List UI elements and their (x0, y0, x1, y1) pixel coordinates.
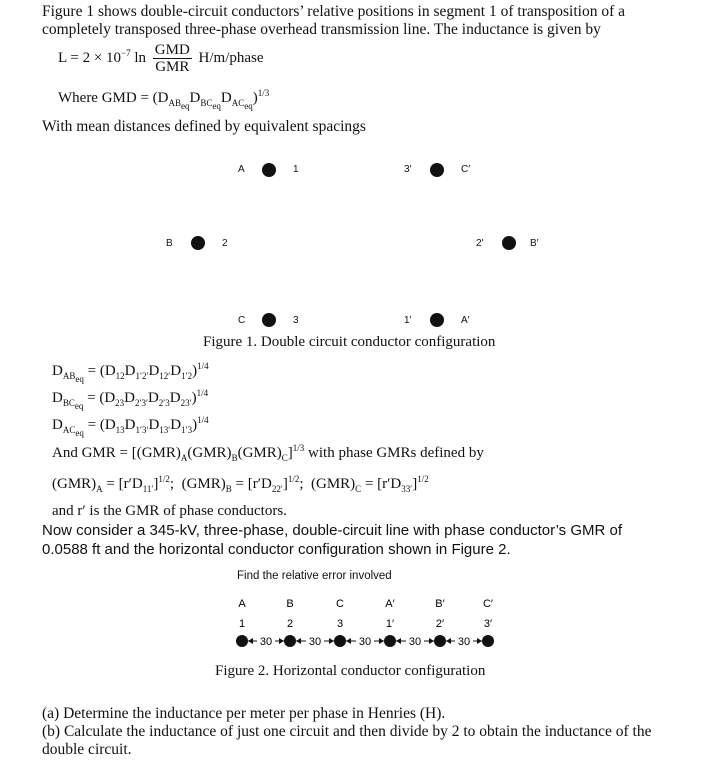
dbc-equation: $D_{BC_{eq}} = (D_{23}D_{2'3'}D_{2'3}D_{23'})^{1/4}$ (52, 388, 209, 411)
phase-label-0: A (238, 598, 246, 610)
phase-label-4: B′ (435, 598, 445, 610)
spacing-arrowhead-left-2 (346, 638, 351, 644)
conductor-3-prime-dot (430, 163, 444, 177)
label-2: 2 (222, 238, 228, 249)
conductor-dot-2 (334, 635, 346, 647)
spacing-arrowhead-right-4 (477, 638, 482, 644)
number-label-1: 2 (286, 618, 294, 630)
problem-line-2: 0.0588 ft and the horizontal conductor configuration shown in Figure 2. (42, 541, 511, 558)
number-label-5: 3′ (483, 618, 493, 630)
number-label-3: 1′ (385, 618, 395, 630)
spacing-arrowhead-right-3 (429, 638, 434, 644)
number-label-0: 1 (238, 618, 246, 630)
dac-equation: $D_{AC_{eq}} = (D_{13}D_{1'3'}D_{13'}D_{1'3})^{1/4}$ (52, 415, 209, 438)
conductor-3-dot (262, 313, 276, 327)
phase-label-1: B (286, 598, 294, 610)
question-b-line-2: double circuit. (42, 741, 132, 758)
number-label-4: 2′ (435, 618, 445, 630)
label-A: A (238, 164, 245, 175)
phase-gmr-equations: $(GMR)_A = [r'D_{11'}]^{1/2}$; $(GMR)_B = [r'D_{22'}]^{1/2}$; $(GMR)_C = [r'D_{33'}]^{1/2}$ (52, 474, 429, 494)
spacing-label-4: 30 (457, 636, 471, 648)
spacing-label-0: 30 (259, 636, 273, 648)
problem-line-1: Now consider a 345-kV, three-phase, double-circuit line with phase conductor’s GMR of (42, 522, 623, 539)
label-B-prime: B′ (530, 238, 539, 249)
label-A-prime: A′ (461, 315, 470, 326)
spacing-arrowhead-right-2 (379, 638, 384, 644)
conductor-dot-3 (384, 635, 396, 647)
rprime-text: and r′ is the GMR of phase conductors. (52, 503, 287, 519)
spacing-arrowhead-left-4 (446, 638, 451, 644)
conductor-dot-0 (236, 635, 248, 647)
intro-line-1: Figure 1 shows double-circuit conductors’ relative positions in segment 1 of transposition of a (42, 3, 626, 20)
conductor-2-dot (191, 236, 205, 250)
conductor-1-prime-dot (430, 313, 444, 327)
spacing-arrowhead-left-3 (396, 638, 401, 644)
spacing-arrowhead-right-1 (329, 638, 334, 644)
conductor-dot-5 (482, 635, 494, 647)
gmd-equation: Where GMD = $(D_{AB_{eq}}D_{BC_{eq}}D_{AC_{eq}})^{1/3}$ (58, 88, 270, 111)
gmd-over-gmr-fraction: $\frac{\text{GMD}}{\text{GMR}}$ (154, 42, 190, 75)
spacing-label-3: 30 (408, 636, 422, 648)
conductor-1-dot (262, 163, 276, 177)
inductance-equation: $L = 2 \times 10^{-7}$ ln $\frac{\text{GMD}}{\text{GMR}}$ H/m/phase (58, 42, 264, 75)
gmr-equation: And GMR = $[(GMR)_A(GMR)_B(GMR)_C]^{1/3}$ with phase GMRs defined by (52, 443, 484, 463)
question-b-line-1: (b) Calculate the inductance of just one circuit and then divide by 2 to obtain the inductance of the (42, 723, 652, 740)
dab-equation: $D_{AB_{eq}} = (D_{12}D_{1'2'}D_{12'}D_{1'2})^{1/4}$ (52, 361, 209, 384)
number-label-2: 3 (336, 618, 344, 630)
conductor-dot-4 (434, 635, 446, 647)
label-C: C (238, 315, 246, 326)
spacing-label-2: 30 (358, 636, 372, 648)
label-B: B (166, 238, 173, 249)
phase-label-2: C (336, 598, 344, 610)
phase-label-3: A′ (385, 598, 395, 610)
label-C-prime: C′ (461, 164, 471, 175)
label-2-prime: 2′ (476, 238, 484, 249)
phase-label-5: C′ (482, 598, 494, 610)
label-3: 3 (293, 315, 299, 326)
figure-2-diagram (0, 590, 702, 662)
conductor-dot-1 (284, 635, 296, 647)
spacing-arrowhead-left-0 (248, 638, 253, 644)
figure-2-caption: Figure 2. Horizontal conductor configuration (215, 663, 486, 679)
label-3-prime: 3′ (404, 164, 412, 175)
mean-distances-text: With mean distances defined by equivalent spacings (42, 118, 366, 135)
spacing-arrowhead-left-1 (296, 638, 301, 644)
conductor-2-prime-dot (502, 236, 516, 250)
label-1: 1 (293, 164, 299, 175)
label-1-prime: 1′ (404, 315, 412, 326)
intro-line-2: completely transposed three-phase overhead transmission line. The inductance is given by (42, 21, 601, 38)
figure-1-caption: Figure 1. Double circuit conductor configuration (203, 334, 496, 350)
spacing-label-1: 30 (308, 636, 322, 648)
spacing-arrowhead-right-0 (279, 638, 284, 644)
question-a: (a) Determine the inductance per meter per phase in Henries (H). (42, 705, 446, 722)
figure-2-title: Find the relative error involved (237, 570, 392, 582)
